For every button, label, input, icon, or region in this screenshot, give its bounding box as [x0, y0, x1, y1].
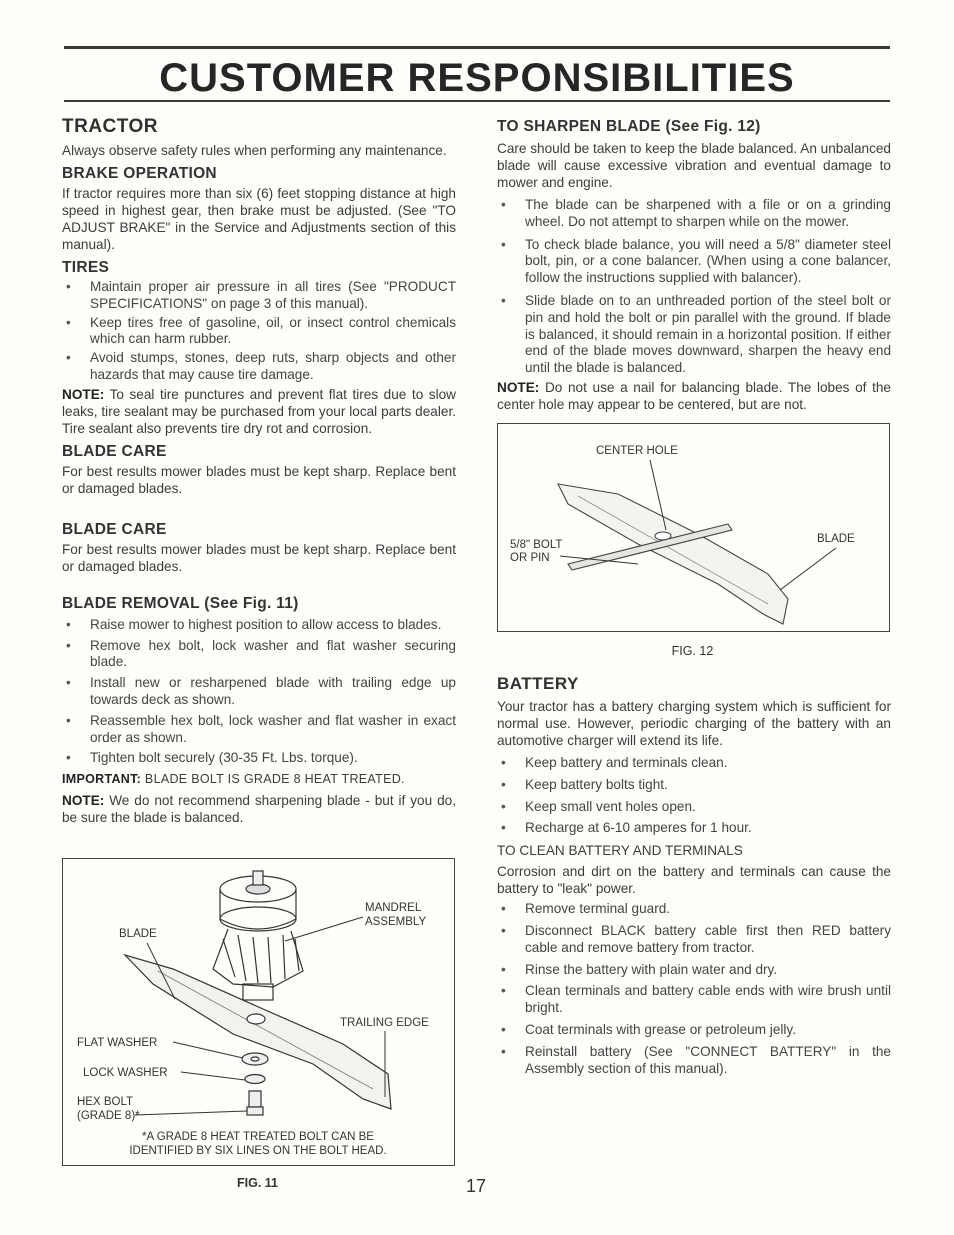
list-item: • Rinse the battery with plain water and dry.: [497, 962, 891, 979]
important-label: IMPORTANT:: [62, 772, 142, 787]
sharpen-note-text: Do not use a nail for balancing blade. The lobes of the center hole may appear to be centered, but are not.: [497, 379, 891, 412]
brake-operation-heading: BRAKE OPERATION: [62, 165, 217, 182]
blade-label: BLADE: [817, 533, 855, 545]
important-note: [62, 771, 456, 788]
list-item: • Coat terminals with grease or petroleum jelly.: [497, 1022, 891, 1039]
figure-11: [62, 858, 455, 1166]
list-item: • The blade can be sharpened with a file or on a grinding wheel. Do not attempt to sharpen while on the mower.: [497, 197, 891, 231]
tractor-heading: TRACTOR: [62, 116, 159, 137]
list-item: • Reassemble hex bolt, lock washer and flat washer in exact order as shown.: [62, 713, 456, 747]
list-item: • Avoid stumps, stones, deep ruts, sharp objects and other hazards that may cause tire damage.: [62, 350, 456, 384]
blade-label: BLADE: [119, 928, 157, 940]
note-label: NOTE:: [497, 379, 540, 395]
list-item: • Keep battery and terminals clean.: [497, 755, 891, 772]
sharpen-note: [497, 379, 891, 413]
clean-battery-heading: TO CLEAN BATTERY AND TERMINALS: [497, 843, 743, 859]
fig12-caption: FIG. 12: [671, 644, 714, 658]
battery-intro: Your tractor has a battery charging system which is sufficient for normal use. However, periodic charging of the battery with an automotive charger will extend its life.: [497, 699, 891, 748]
tires-note-text: To seal tire punctures and prevent flat tires due to slow leaks, tire sealant may be purchased from your local parts dealer. Tire sealant also prevents tire dry rot and corrosion.: [62, 386, 456, 436]
page-number: 17: [466, 1176, 487, 1196]
list-item: • Raise mower to highest position to allow access to blades.: [62, 617, 456, 634]
bolt-label-line1: 5/8" BOLT: [510, 539, 563, 551]
important-text: BLADE BOLT IS GRADE 8 HEAT TREATED.: [141, 772, 405, 787]
hex-bolt-label-line2: (GRADE 8)*: [77, 1110, 140, 1122]
blade-care-text: For best results mower blades must be kept sharp. Replace bent or damaged blades.: [62, 463, 456, 496]
tractor-intro: Always observe safety rules when performing any maintenance.: [62, 143, 447, 158]
list-item: • Reinstall battery (See "CONNECT BATTERY" in the Assembly section of this manual).: [497, 1044, 891, 1078]
list-item: • Keep battery bolts tight.: [497, 777, 891, 794]
list-item: • Slide blade on to an unthreaded portion of the steel bolt or pin and hold the bolt or pin parallel with the ground. If blade is balanced, it should remain in a horizontal position. If either end of the blade moves downward, sharpen the heavy end until the blade is balanced.: [497, 293, 891, 377]
battery-section: [497, 674, 891, 1082]
tires-heading: TIRES: [62, 259, 110, 276]
right-column: [497, 112, 891, 1076]
list-item: • Maintain proper air pressure in all tires (See "PRODUCT SPECIFICATIONS" on page 3 of this manual).: [62, 279, 456, 313]
blade-balance-diagram: [498, 424, 889, 631]
fig11-footnote-line1: *A GRADE 8 HEAT TREATED BOLT CAN BE: [142, 1131, 374, 1143]
header-rule-bottom: [64, 100, 890, 102]
clean-battery-intro: Corrosion and dirt on the battery and terminals can cause the battery to "leak" power.: [497, 864, 891, 897]
lock-washer-label: LOCK WASHER: [83, 1067, 168, 1079]
list-item: • Recharge at 6-10 amperes for 1 hour.: [497, 820, 891, 837]
list-item: • Clean terminals and battery cable ends with wire brush until bright.: [497, 983, 891, 1017]
spacer: [62, 497, 456, 515]
hex-bolt-label-line1: HEX BOLT: [77, 1096, 134, 1108]
blade-removal-heading: BLADE REMOVAL (See Fig. 11): [62, 594, 299, 612]
center-hole-label: CENTER HOLE: [596, 445, 678, 457]
list-item: • Install new or resharpened blade with trailing edge up towards deck as shown.: [62, 675, 456, 709]
tires-note: [62, 386, 456, 437]
mandrel-label-line1: MANDREL: [365, 902, 422, 914]
blade-care-heading-repeat: BLADE CARE: [62, 520, 167, 538]
note-label: NOTE:: [62, 793, 105, 809]
mandrel-label-line2: ASSEMBLY: [365, 916, 427, 928]
brake-operation-text: If tractor requires more than six (6) feet stopping distance at high speed in highest gear, then brake must be adjusted. (See "TO ADJUST BRAKE" in the Service and Adjustments section of this manual).: [62, 186, 456, 252]
battery-heading: BATTERY: [497, 674, 579, 693]
battery-list: [497, 755, 891, 837]
clean-battery-list: [497, 901, 891, 1077]
list-item: • Remove hex bolt, lock washer and flat washer securing blade.: [62, 638, 456, 672]
note-label: NOTE:: [62, 386, 105, 402]
blade-removal-list: [62, 617, 456, 767]
blade-on-bolt-drawing: [558, 484, 788, 624]
flat-washer-label: FLAT WASHER: [77, 1037, 158, 1049]
trailing-edge-label: TRAILING EDGE: [340, 1017, 429, 1029]
list-item: • Tighten bolt securely (30-35 Ft. Lbs. torque).: [62, 750, 456, 767]
washer-bolt-drawing: [242, 1053, 268, 1115]
removal-note: [62, 792, 456, 826]
blade-care-heading: BLADE CARE: [62, 442, 167, 460]
fig11-caption: FIG. 11: [237, 1176, 278, 1190]
sharpen-intro: Care should be taken to keep the blade balanced. An unbalanced blade will cause excessive vibration and eventual damage to mower and engine.: [497, 141, 891, 190]
list-item: • Keep tires free of gasoline, oil, or insect control chemicals which can harm rubber.: [62, 315, 456, 349]
figure-12: [497, 423, 890, 632]
list-item: • Remove terminal guard.: [497, 901, 891, 918]
blade-mandrel-diagram: [63, 859, 454, 1165]
page-title: CUSTOMER RESPONSIBILITIES: [159, 56, 795, 100]
list-item: • Keep small vent holes open.: [497, 799, 891, 816]
sharpen-list: [497, 197, 891, 377]
bolt-label-line2: OR PIN: [510, 552, 550, 564]
tires-list: [62, 279, 456, 384]
mandrel-assembly-drawing: [213, 871, 303, 1000]
spacer: [62, 575, 456, 589]
sharpen-blade-heading: TO SHARPEN BLADE (See Fig. 12): [497, 118, 761, 135]
removal-note-text: We do not recommend sharpening blade - but if you do, be sure the blade is balanced.: [62, 793, 456, 826]
fig11-footnote-line2: IDENTIFIED BY SIX LINES ON THE BOLT HEAD.: [129, 1145, 387, 1157]
header-rule-top: [64, 46, 890, 49]
list-item: • To check blade balance, you will need a 5/8" diameter steel bolt, pin, or a cone balancer. (When using a cone balancer, follow the instructions supplied with balancer).: [497, 237, 891, 287]
list-item: • Disconnect BLACK battery cable first then RED battery cable and remove battery from tractor.: [497, 923, 891, 957]
left-column: [62, 112, 456, 1190]
blade-care-text-repeat: For best results mower blades must be kept sharp. Replace bent or damaged blades.: [62, 541, 456, 574]
